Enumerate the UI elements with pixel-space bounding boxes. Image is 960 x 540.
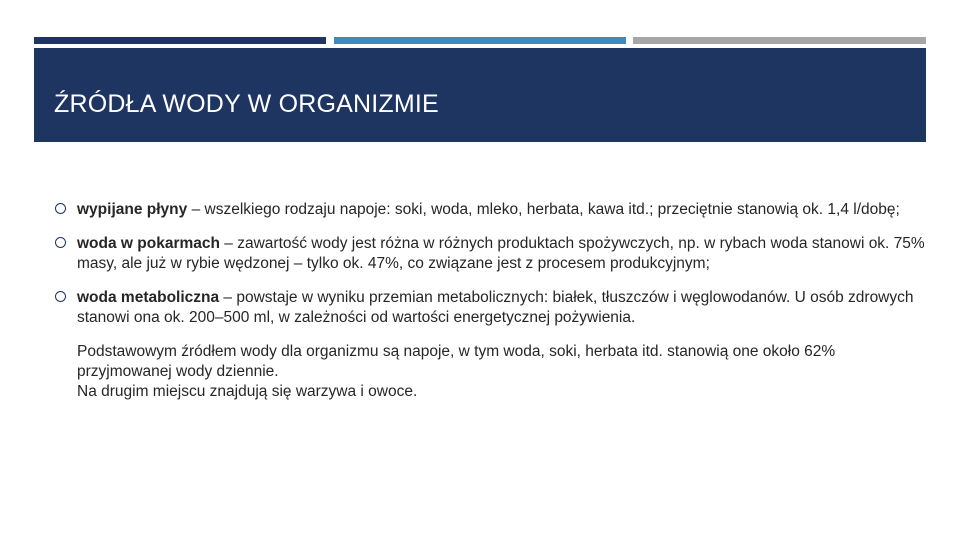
- accent-bar-light-blue: [334, 37, 626, 44]
- bullet-item-fluids: [55, 200, 925, 220]
- bullet-term: woda metaboliczna: [77, 289, 220, 306]
- hollow-circle-icon: [55, 203, 66, 214]
- summary-line: Na drugim miejscu znajdują się warzywa i owoce.: [77, 383, 418, 400]
- bullet-term: woda w pokarmach: [77, 235, 220, 252]
- slide-content: [55, 200, 925, 402]
- bullet-text: – powstaje w wyniku przemian metabolicznych: białek, tłuszczów i węglowodanów. U osób zdrowych stanowi ona ok. 200–500 ml, w zależności od wartości energetycznej pożywienia.: [77, 289, 914, 326]
- accent-bar-gray: [633, 37, 926, 44]
- summary-paragraph: [77, 342, 925, 402]
- bullet-term: wypijane płyny: [77, 201, 188, 218]
- bullet-list: [55, 200, 925, 328]
- bullet-item-food-water: [55, 234, 925, 274]
- bullet-text: – zawartość wody jest różna w różnych produktach spożywczych, np. w rybach woda stanowi ok. 75% masy, ale już w rybie wędzonej – tylko ok. 47%, co związane jest z procesem produkcyjnym;: [77, 235, 925, 272]
- title-band: [34, 48, 926, 142]
- bullet-item-metabolic-water: [55, 288, 925, 328]
- summary-line: Podstawowym źródłem wody dla organizmu są napoje, w tym woda, soki, herbata itd. stanowią one około 62% przyjmowanej wody dziennie.: [77, 343, 836, 380]
- hollow-circle-icon: [55, 237, 66, 248]
- hollow-circle-icon: [55, 291, 66, 302]
- bullet-text: – wszelkiego rodzaju napoje: soki, woda, mleko, herbata, kawa itd.; przeciętnie stanowią ok. 1,4 l/dobę;: [187, 201, 900, 218]
- accent-bar-dark-blue: [34, 37, 326, 44]
- slide-title: ŹRÓDŁA WODY W ORGANIZMIE: [54, 90, 439, 118]
